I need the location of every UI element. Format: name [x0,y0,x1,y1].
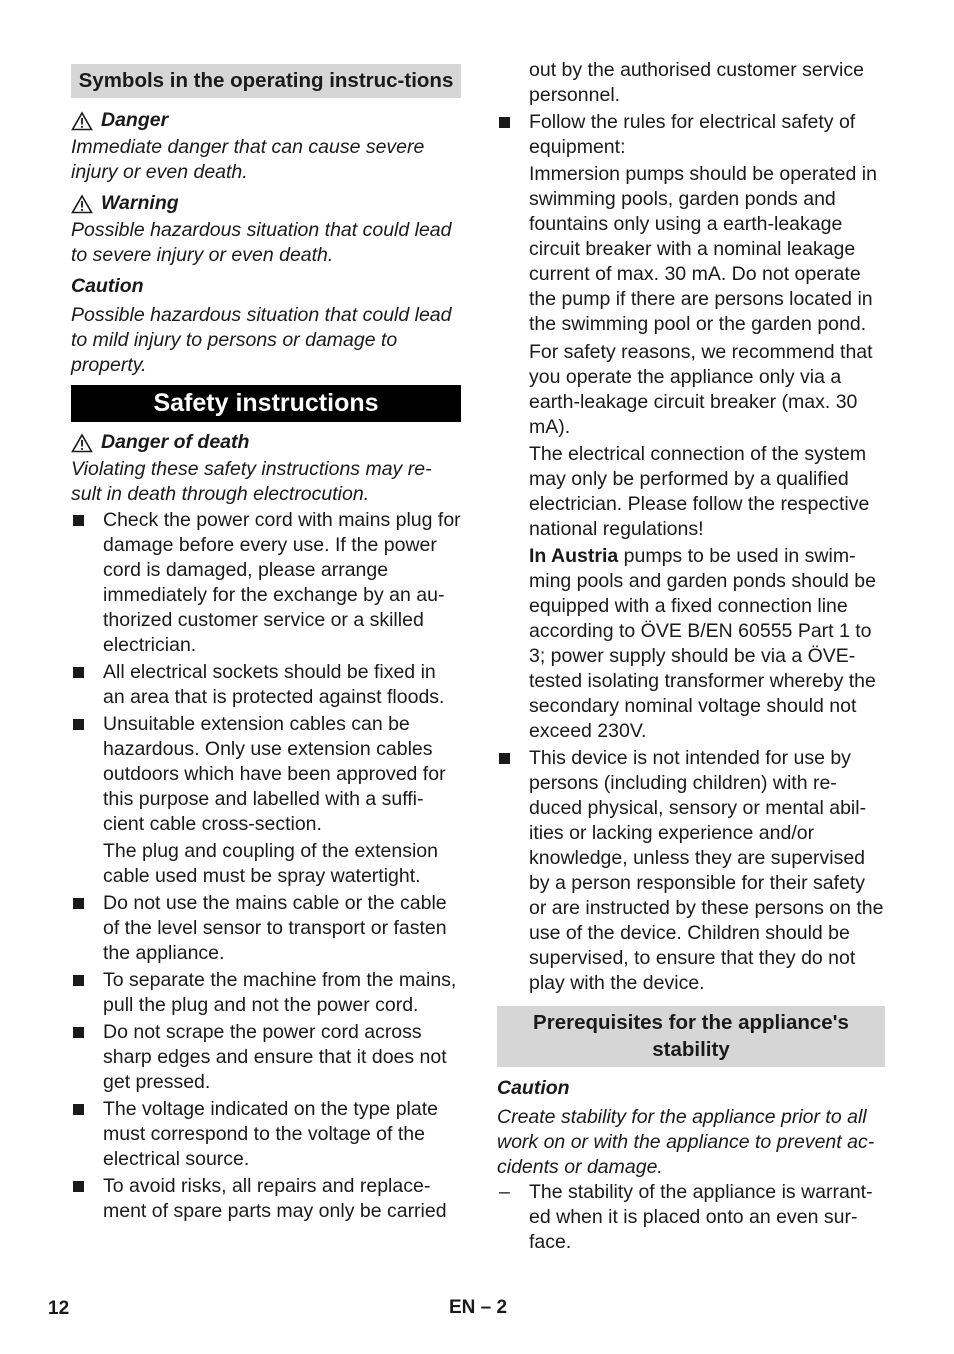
caution-label: Caution [497,1077,570,1099]
death-text: Violating these safety instructions may re-sult in death through electrocution. [71,458,432,505]
warning-label-text: Warning [101,192,179,214]
bullet-square-icon [499,117,510,128]
recommend-text: For safety reasons, we recommend that you operate the appliance only via a earth-leakage circuit breaker (max. 30 mA). [529,341,873,438]
caution-text: Possible hazardous situation that could lead to mild injury to persons or damage to property. [71,304,452,376]
bullet-square-icon [73,898,84,909]
section-heading-safety: Safety instructions [71,385,461,422]
list-item [71,1174,461,1224]
bullet-square-icon [73,1027,84,1038]
list-item-text: Do not use the mains cable or the cable of the level sensor to transport or fasten the appliance. [103,892,447,964]
page-number: 12 [48,1298,70,1319]
section-heading-prereq: Prerequisites for the appliance's stability [497,1006,885,1067]
bullet-square-icon [73,1181,84,1192]
caution-text: Create stability for the appliance prior to all work on or with the appliance to prevent ac-cidents or damage. [497,1106,875,1178]
list-item-text: Do not scrape the power cord across sharp edges and ensure that it does not get pressed. [103,1021,447,1093]
list-item-text: Follow the rules for electrical safety of equipment: [529,111,856,158]
section-heading-symbols: Symbols in the operating instruc-tions [71,64,461,98]
austria-text: pumps to be used in swim-ming pools and garden ponds should be equipped with a fixed connection line according to ÖVE B/EN 60555 Part 1 to 3; power supply should be via a ÖVE-tested isolating transformer whereby the secondary nominal voltage should not exceed 230V. [529,545,876,742]
danger-label-text: Danger [101,109,169,131]
plug-note: The plug and coupling of the extension cable used must be spray watertight. [103,840,438,887]
left-column [71,64,461,1224]
list-item [497,746,885,996]
list-item [71,891,461,966]
list-item-text: To avoid risks, all repairs and replace-ment of spare parts may only be carried [103,1175,447,1222]
list-item-text: The voltage indicated on the type plate must correspond to the voltage of the electrical source. [103,1098,438,1170]
list-item [71,508,461,658]
warning-label [71,191,461,216]
list-item [71,660,461,710]
list-item [71,1097,461,1172]
danger-text: Immediate danger that can cause severe injury or even death. [71,136,425,183]
austria-bold: In Austria [529,545,619,567]
caution-label: Caution [71,275,144,297]
warning-triangle-icon [71,194,93,214]
list-item [71,968,461,1018]
death-label [71,430,461,455]
continuation-text: out by the authorised customer service personnel. [529,59,864,106]
list-item [71,1020,461,1095]
bullet-square-icon [73,515,84,526]
page-label: EN – 2 [449,1297,508,1318]
warning-triangle-icon [71,111,93,131]
list-item-text: All electrical sockets should be fixed in an area that is protected against floods. [103,661,445,708]
list-item-text: This device is not intended for use by persons (including children) with re-duced physical, sensory or mental abil-ities or lacking experience and/or knowledge, unless they are supervised by a person responsible for their safety or are instructed by these persons on the use of the device. Children should be supervised, to ensure that they do not play with the device. [529,747,884,994]
list-item-text: The stability of the appliance is warrant-ed when it is placed onto an even sur-face. [529,1181,873,1253]
list-item [497,110,885,160]
list-item-text: To separate the machine from the mains, pull the plug and not the power cord. [103,969,457,1016]
bullet-square-icon [499,753,510,764]
connection-text: The electrical connection of the system may only be performed by a qualified electrician. Please follow the respective national regulations! [529,443,870,540]
immersion-text: Immersion pumps should be operated in swimming pools, garden ponds and fountains only using a earth-leakage circuit breaker with a nominal leakage current of max. 30 mA. Do not operate the pump if there are persons located in the swimming pool or the garden pond. [529,163,877,335]
death-label-text: Danger of death [101,431,250,453]
bullet-square-icon [73,667,84,678]
bullet-square-icon [73,1104,84,1115]
right-column [497,58,885,1255]
dash-mark: – [499,1181,510,1203]
list-item [71,712,461,837]
warning-triangle-icon [71,433,93,453]
warning-text: Possible hazardous situation that could lead to severe injury or even death. [71,219,452,266]
list-item [497,1180,885,1255]
danger-label [71,108,461,133]
austria-paragraph [497,544,885,744]
list-item-text: Unsuitable extension cables can be hazardous. Only use extension cables outdoors which have been approved for this purpose and labelled with a suffi-cient cable cross-section. [103,713,446,835]
bullet-square-icon [73,975,84,986]
bullet-square-icon [73,719,84,730]
list-item-text: Check the power cord with mains plug for damage before every use. If the power cord is damaged, please arrange immediately for the exchange by an au-thorized customer service or a skilled electrician. [103,509,461,656]
